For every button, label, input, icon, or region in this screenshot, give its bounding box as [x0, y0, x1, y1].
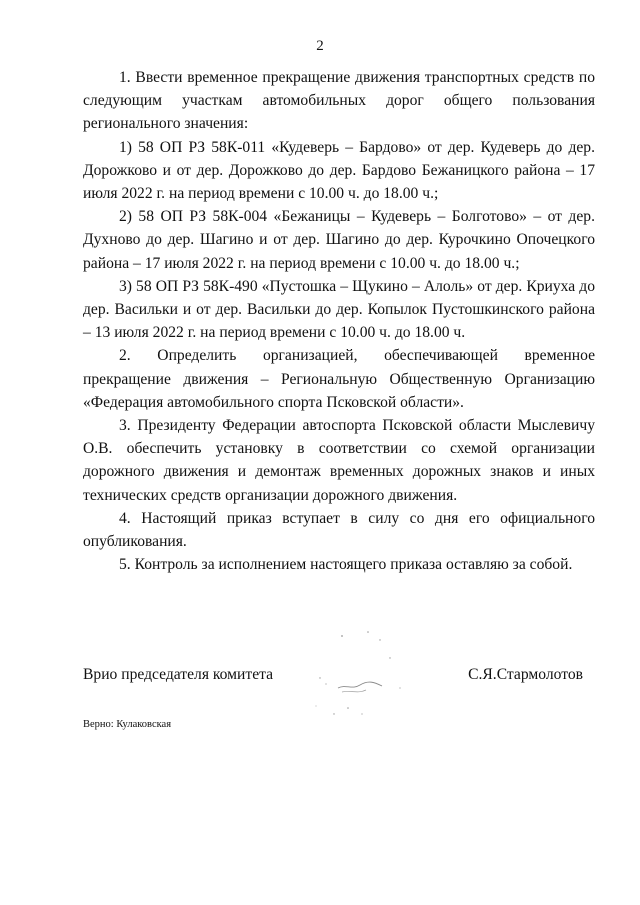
verified-note: Верно: Кулаковская: [83, 719, 172, 730]
signature-block: [83, 666, 595, 688]
paragraph-1-item-3: 3) 58 ОП РЗ 58К-490 «Пустошка – Щукино – Алоль» от дер. Криуха до дер. Васильки и от дер. Васильки до дер. Копылок Пустошкинского района – 13 июля 2022 г. на период времени с 10.00 ч. до 18.00 ч.: [83, 277, 595, 342]
paragraph-4: 4. Настоящий приказ вступает в силу со дня его официального опубликования.: [83, 509, 595, 551]
page-number: 2: [316, 38, 324, 54]
paragraph-3: 3. Президенту Федерации автоспорта Псковской области Мыслевичу О.В. обеспечить установку в соответствии со схемой организации дорожного движения и демонтаж временных дорожных знаков и иных технических средств организации дорожного движения.: [83, 417, 595, 504]
document-body: [83, 66, 595, 576]
signatory-title: Врио председателя комитета: [83, 666, 274, 683]
paragraph-1: 1. Ввести временное прекращение движения транспортных средств по следующим участкам автомобильных дорог общего пользования регионального значения:: [83, 69, 595, 133]
paragraph-2: 2. Определить организацией, обеспечивающей временное прекращение движения – Региональную Общественную Организацию «Федерация автомобильного спорта Псковской области».: [83, 347, 595, 411]
signatory-name: С.Я.Стармолотов: [468, 666, 583, 683]
paragraph-1-item-1: 1) 58 ОП РЗ 58К-011 «Кудеверь – Бардово» от дер. Кудеверь до дер. Дорожково и от дер. Дорожково до дер. Бардово Бежаницкого района – 17 июля 2022 г. на период времени с 10.00 ч. до 18.00 ч.;: [83, 138, 595, 203]
paragraph-5: 5. Контроль за исполнением настоящего приказа оставляю за собой.: [119, 556, 573, 574]
paragraph-1-item-2: 2) 58 ОП РЗ 58К-004 «Бежаницы – Кудеверь – Болготово» – от дер. Духново до дер. Шагино и от дер. Шагино до дер. Курочкино Опочецкого района – 17 июля 2022 г. на период времени с 10.00 ч. до 18.00 ч.;: [83, 208, 595, 272]
